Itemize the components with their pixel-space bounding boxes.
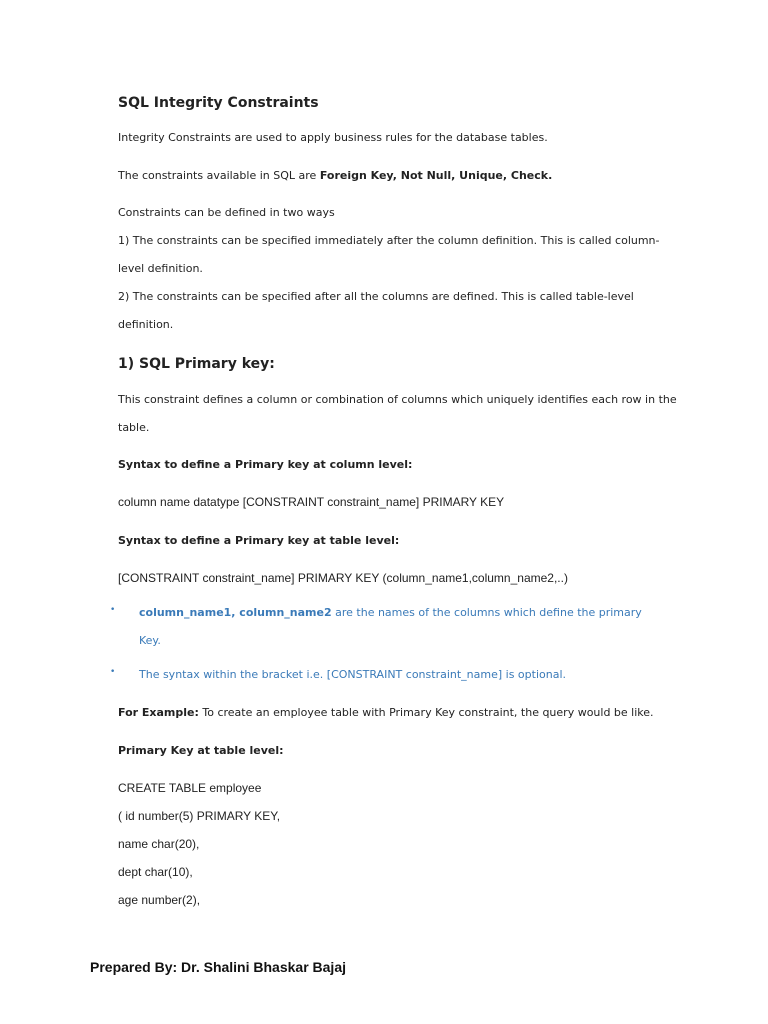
- pk-description-line1: This constraint defines a column or combination of columns which uniquely identifies each row in the: [118, 393, 677, 406]
- available-constraints-paragraph: [118, 169, 552, 183]
- bullet1-line2: Key.: [139, 634, 161, 647]
- ways-intro: Constraints can be defined in two ways: [118, 206, 335, 219]
- example-text: To create an employee table with Primary Key constraint, the query would be like.: [198, 706, 654, 719]
- section-heading-primary-key: 1) SQL Primary key:: [118, 356, 275, 372]
- code-line: age number(2),: [118, 893, 201, 907]
- bullet1-bold-text: column_name1, column_name2: [139, 606, 332, 619]
- intro-paragraph: Integrity Constraints are used to apply business rules for the database tables.: [118, 131, 548, 144]
- syntax-column-code: column name datatype [CONSTRAINT constraint_name] PRIMARY KEY: [118, 495, 505, 509]
- available-constraints-list: Foreign Key, Not Null, Unique, Check.: [319, 169, 553, 182]
- way1-line2: level definition.: [118, 262, 203, 275]
- syntax-table-heading: Syntax to define a Primary key at table level:: [118, 534, 400, 547]
- page-title: SQL Integrity Constraints: [118, 95, 319, 111]
- example-label: For Example:: [118, 706, 199, 719]
- bullet2-text: The syntax within the bracket i.e. [CONSTRAINT constraint_name] is optional.: [139, 668, 567, 681]
- table-level-heading: Primary Key at table level:: [118, 744, 284, 757]
- way2-line1: 2) The constraints can be specified after all the columns are defined. This is called table-level: [118, 290, 634, 303]
- code-line: CREATE TABLE employee: [118, 781, 262, 795]
- bullet-item-optional: [110, 667, 567, 682]
- code-line: name char(20),: [118, 837, 200, 851]
- bullet-dot-icon: •: [110, 605, 116, 615]
- pk-description-line2: table.: [118, 421, 150, 434]
- way1-line1: 1) The constraints can be specified immediately after the column definition. This is called column-: [118, 234, 660, 247]
- bullet-item-column-names: [110, 605, 642, 620]
- code-line: ( id number(5) PRIMARY KEY,: [118, 809, 281, 823]
- available-prefix: The constraints available in SQL are: [118, 169, 320, 182]
- example-paragraph: [118, 706, 654, 720]
- code-line: dept char(10),: [118, 865, 193, 879]
- bullet-dot-icon: •: [110, 667, 116, 677]
- syntax-table-code: [CONSTRAINT constraint_name] PRIMARY KEY (column_name1,column_name2,..): [118, 571, 568, 585]
- footer-author: Prepared By: Dr. Shalini Bhaskar Bajaj: [90, 959, 346, 975]
- syntax-column-heading: Syntax to define a Primary key at column level:: [118, 458, 413, 471]
- way2-line2: definition.: [118, 318, 174, 331]
- bullet1-text: are the names of the columns which define the primary: [331, 606, 642, 619]
